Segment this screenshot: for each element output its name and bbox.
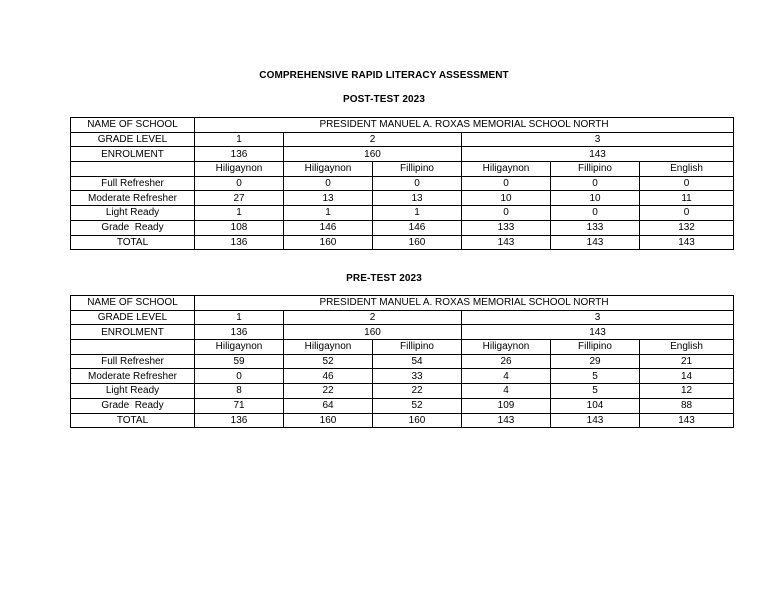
value-cell: 143 [551,413,640,428]
enrolment-cell: 143 [462,147,734,162]
value-cell: 11 [640,191,734,206]
language-cell: Fillipino [551,340,640,355]
row-label: TOTAL [71,235,195,250]
value-cell: 0 [462,206,551,221]
language-cell: Hiligaynon [462,340,551,355]
pre-test-subtitle: PRE-TEST 2023 [346,273,422,284]
value-cell: 5 [551,369,640,384]
row-label: ENROLMENT [71,147,195,162]
table-row [71,325,734,340]
table-row [71,176,734,191]
table-row [71,162,734,177]
value-cell: 133 [551,220,640,235]
value-cell: 22 [373,384,462,399]
language-cell: English [640,162,734,177]
value-cell: 1 [195,206,284,221]
enrolment-cell: 143 [462,325,734,340]
row-label: ENROLMENT [71,325,195,340]
value-cell: 22 [284,384,373,399]
post-test-subtitle: POST-TEST 2023 [343,94,425,105]
value-cell: 54 [373,354,462,369]
grade-cell: 1 [195,310,284,325]
table-row [71,384,734,399]
value-cell: 143 [462,235,551,250]
value-cell: 104 [551,398,640,413]
empty-cell [71,340,195,355]
post-test-table [70,117,734,250]
language-cell: Fillipino [373,162,462,177]
row-label: Light Ready [71,206,195,221]
pre-test-table [70,295,734,428]
value-cell: 146 [373,220,462,235]
language-cell: Hiligaynon [195,162,284,177]
table-row [71,369,734,384]
value-cell: 109 [462,398,551,413]
value-cell: 64 [284,398,373,413]
enrolment-cell: 160 [284,325,462,340]
value-cell: 29 [551,354,640,369]
value-cell: 0 [284,176,373,191]
school-name: PRESIDENT MANUEL A. ROXAS MEMORIAL SCHOOL NORTH [195,296,734,311]
value-cell: 10 [551,191,640,206]
grade-cell: 2 [284,310,462,325]
table-row [71,235,734,250]
language-cell: Fillipino [551,162,640,177]
empty-cell [71,162,195,177]
value-cell: 88 [640,398,734,413]
value-cell: 8 [195,384,284,399]
language-cell: Hiligaynon [284,162,373,177]
table-row [71,147,734,162]
value-cell: 21 [640,354,734,369]
language-cell: Hiligaynon [462,162,551,177]
language-cell: Hiligaynon [195,340,284,355]
row-label: GRADE LEVEL [71,310,195,325]
value-cell: 5 [551,384,640,399]
row-label: GRADE LEVEL [71,132,195,147]
table-row [71,118,734,133]
table-row [71,132,734,147]
value-cell: 132 [640,220,734,235]
table-row [71,220,734,235]
value-cell: 108 [195,220,284,235]
grade-cell: 1 [195,132,284,147]
row-label: Grade Ready [71,220,195,235]
row-label: NAME OF SCHOOL [71,296,195,311]
value-cell: 52 [284,354,373,369]
table-row [71,310,734,325]
language-cell: Hiligaynon [284,340,373,355]
value-cell: 71 [195,398,284,413]
value-cell: 146 [284,220,373,235]
value-cell: 0 [195,176,284,191]
table-row [71,296,734,311]
value-cell: 0 [551,176,640,191]
value-cell: 4 [462,384,551,399]
row-label: Light Ready [71,384,195,399]
grade-cell: 3 [462,132,734,147]
language-cell: English [640,340,734,355]
school-name: PRESIDENT MANUEL A. ROXAS MEMORIAL SCHOOL NORTH [195,118,734,133]
value-cell: 160 [373,235,462,250]
grade-cell: 3 [462,310,734,325]
value-cell: 59 [195,354,284,369]
value-cell: 10 [462,191,551,206]
value-cell: 14 [640,369,734,384]
value-cell: 0 [640,176,734,191]
value-cell: 143 [640,235,734,250]
table-row [71,191,734,206]
value-cell: 46 [284,369,373,384]
table-row [71,206,734,221]
value-cell: 0 [551,206,640,221]
value-cell: 133 [462,220,551,235]
enrolment-cell: 160 [284,147,462,162]
row-label: NAME OF SCHOOL [71,118,195,133]
value-cell: 143 [462,413,551,428]
value-cell: 1 [373,206,462,221]
row-label: Full Refresher [71,354,195,369]
row-label: TOTAL [71,413,195,428]
grade-cell: 2 [284,132,462,147]
value-cell: 33 [373,369,462,384]
document-title: COMPREHENSIVE RAPID LITERACY ASSESSMENT [259,70,509,81]
table-row [71,398,734,413]
value-cell: 143 [640,413,734,428]
row-label: Grade Ready [71,398,195,413]
table-row [71,413,734,428]
value-cell: 4 [462,369,551,384]
value-cell: 52 [373,398,462,413]
value-cell: 0 [462,176,551,191]
value-cell: 13 [284,191,373,206]
row-label: Full Refresher [71,176,195,191]
row-label: Moderate Refresher [71,369,195,384]
value-cell: 27 [195,191,284,206]
table-row [71,340,734,355]
enrolment-cell: 136 [195,147,284,162]
value-cell: 136 [195,235,284,250]
value-cell: 0 [195,369,284,384]
row-label: Moderate Refresher [71,191,195,206]
value-cell: 143 [551,235,640,250]
value-cell: 13 [373,191,462,206]
value-cell: 0 [640,206,734,221]
value-cell: 1 [284,206,373,221]
value-cell: 136 [195,413,284,428]
enrolment-cell: 136 [195,325,284,340]
value-cell: 12 [640,384,734,399]
value-cell: 0 [373,176,462,191]
value-cell: 160 [373,413,462,428]
value-cell: 160 [284,235,373,250]
value-cell: 26 [462,354,551,369]
value-cell: 160 [284,413,373,428]
language-cell: Fillipino [373,340,462,355]
table-row [71,354,734,369]
